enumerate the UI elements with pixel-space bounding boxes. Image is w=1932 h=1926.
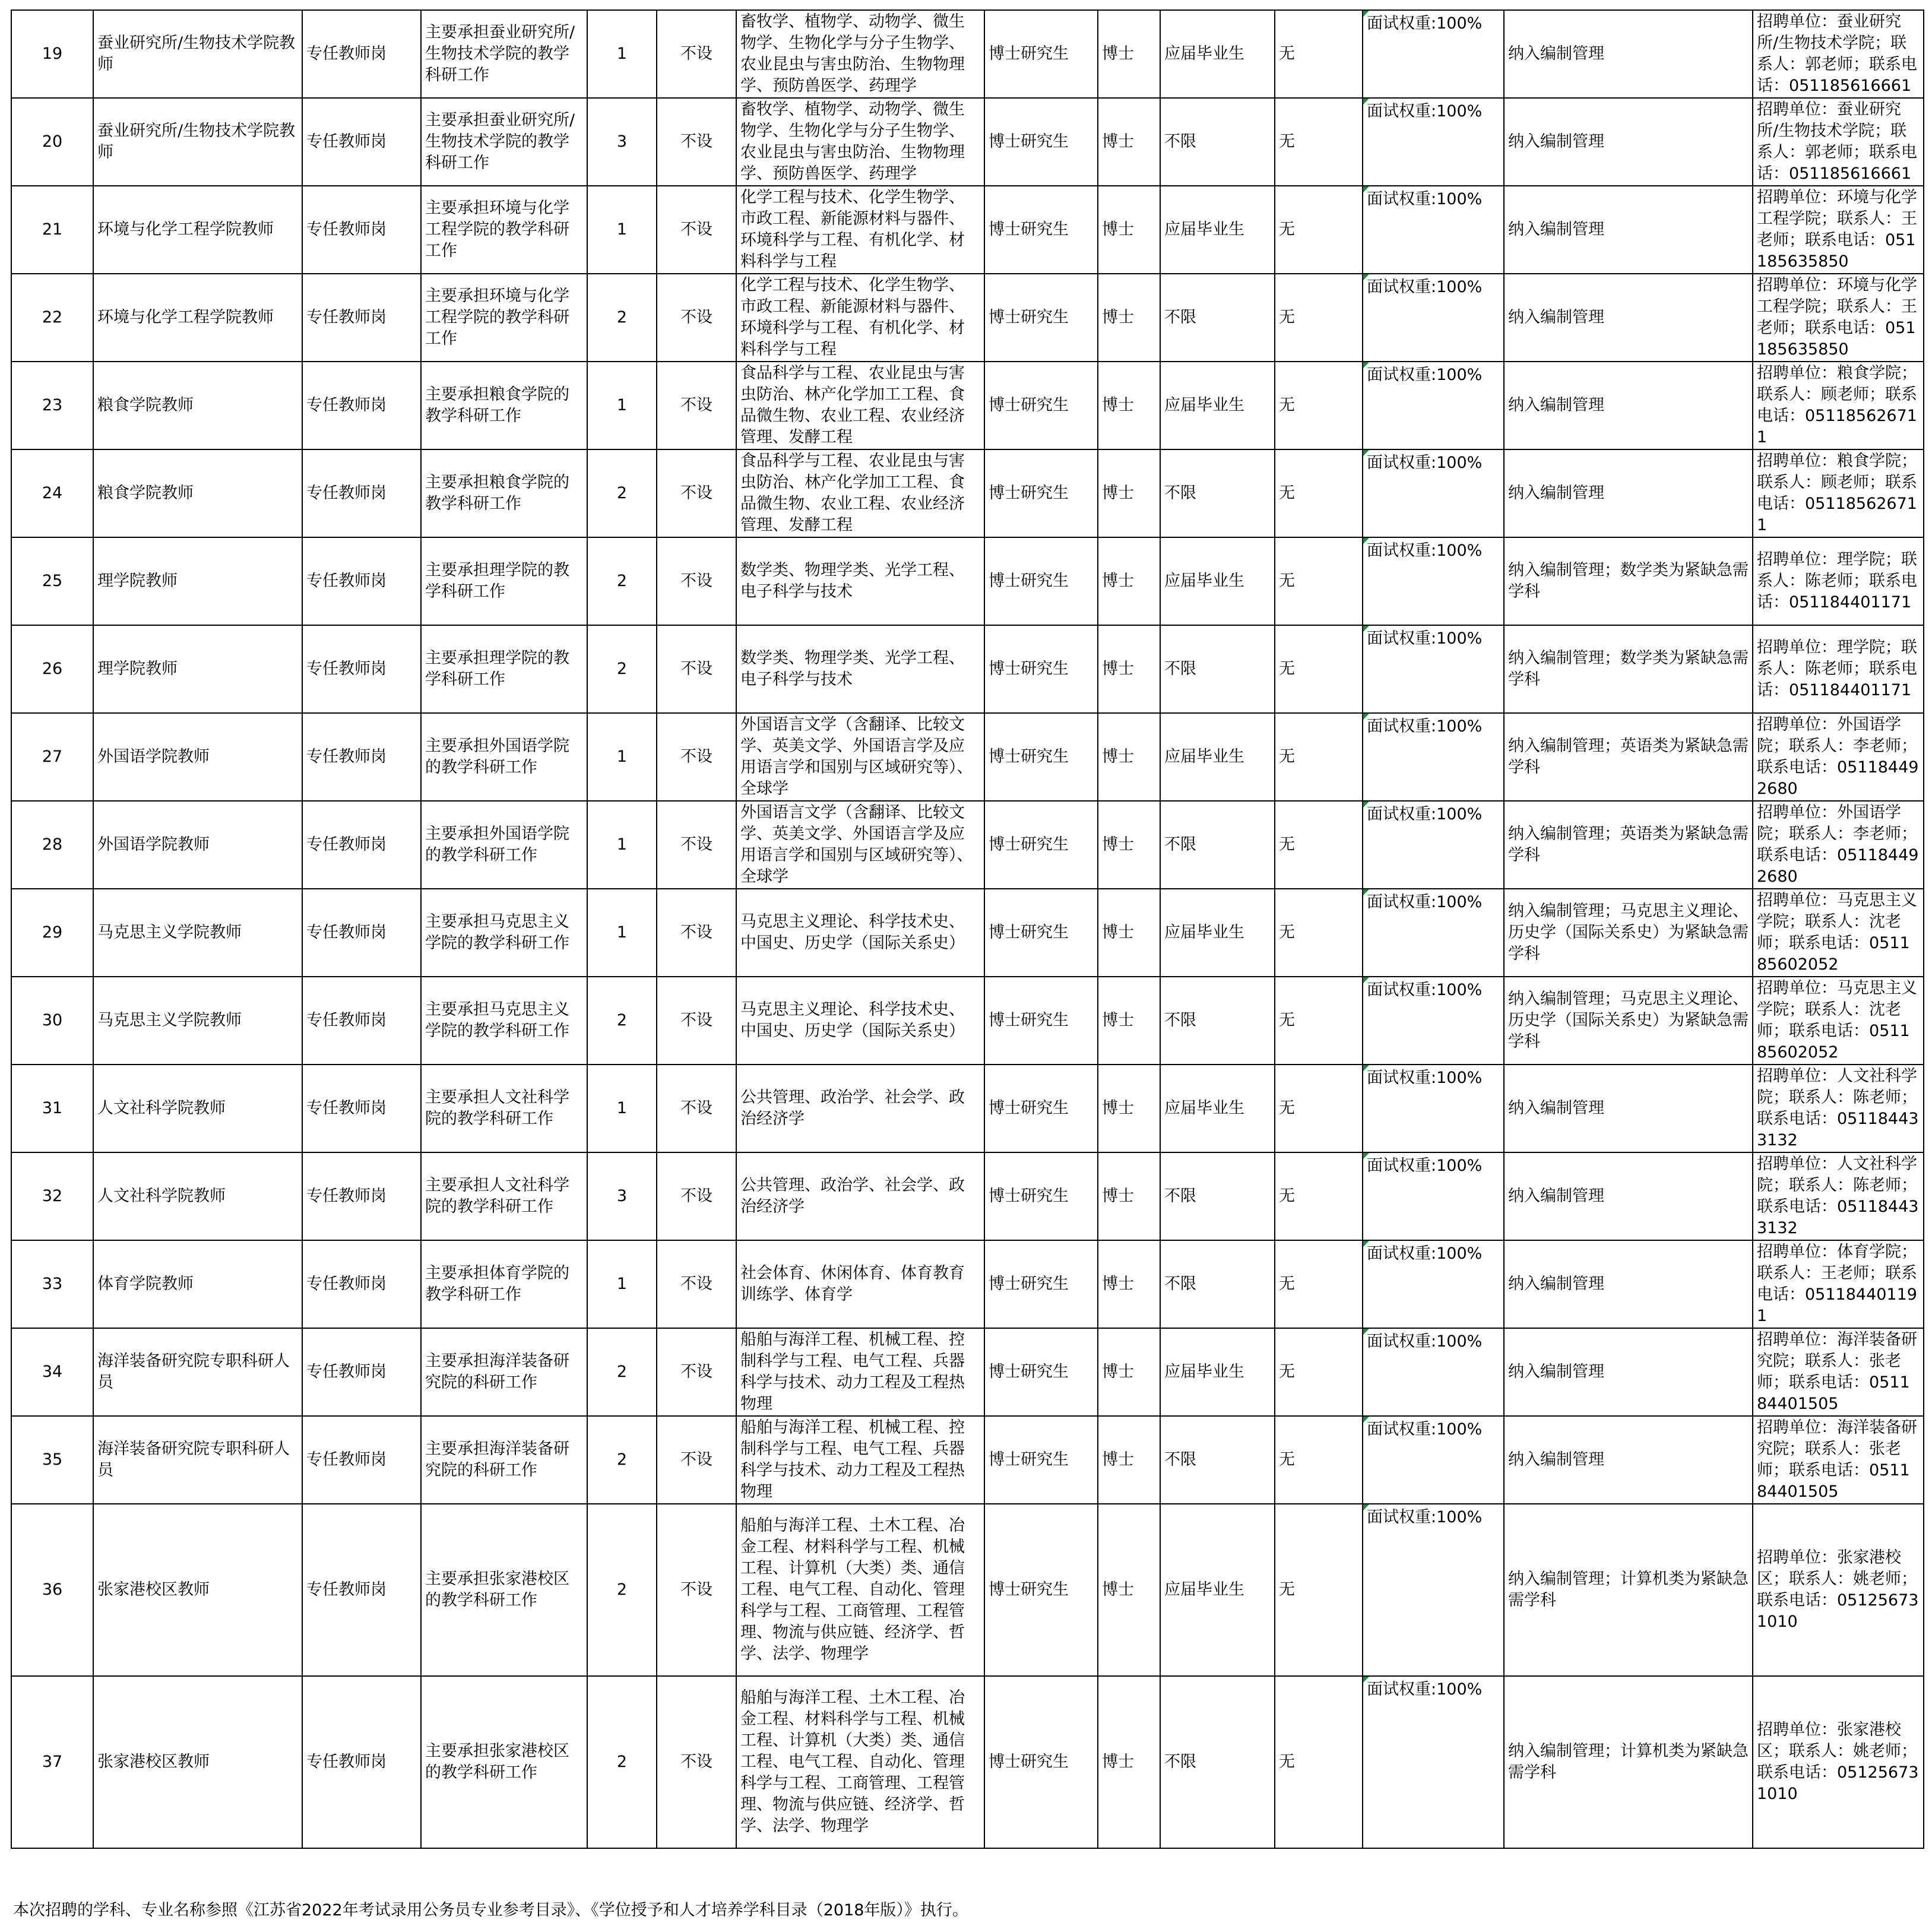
target-candidates-cell: 应届毕业生 — [1160, 1328, 1275, 1416]
education-requirement-cell: 博士研究生 — [984, 449, 1098, 537]
table-row — [11, 1416, 1924, 1504]
other-requirement-cell: 无 — [1275, 1676, 1363, 1848]
job-duty-cell: 主要承担粮食学院的教学科研工作 — [421, 449, 587, 537]
interview-weight-cell: 面试权重:100% — [1363, 977, 1504, 1065]
position-type-cell: 专任教师岗 — [302, 889, 421, 977]
interview-weight-cell: 面试权重:100% — [1363, 1328, 1504, 1416]
position-type-cell: 专任教师岗 — [302, 977, 421, 1065]
target-candidates-cell: 不限 — [1160, 1676, 1275, 1848]
hire-count-cell: 2 — [587, 274, 657, 362]
table-row — [11, 186, 1924, 274]
other-requirement-cell: 无 — [1275, 625, 1363, 713]
education-requirement-cell: 博士研究生 — [984, 801, 1098, 889]
education-requirement-cell: 博士研究生 — [984, 1328, 1098, 1416]
position-type-cell: 专任教师岗 — [302, 1065, 421, 1152]
job-duty-cell: 主要承担海洋装备研究院的科研工作 — [421, 1328, 587, 1416]
other-requirement-cell: 无 — [1275, 1152, 1363, 1240]
age-limit-cell: 不设 — [657, 449, 736, 537]
contact-info-cell: 招聘单位：蚕业研究所/生物技术学院；联系人：郭老师；联系电话：051185616661 — [1753, 10, 1924, 98]
hire-count-cell: 2 — [587, 1416, 657, 1504]
table-row — [11, 274, 1924, 362]
other-requirement-cell: 无 — [1275, 362, 1363, 449]
position-type-cell: 专任教师岗 — [302, 1152, 421, 1240]
position-name-cell: 人文社科学院教师 — [93, 1152, 302, 1240]
position-name-cell: 人文社科学院教师 — [93, 1065, 302, 1152]
degree-requirement-cell: 博士 — [1098, 186, 1160, 274]
major-requirement-cell: 船舶与海洋工程、土木工程、冶金工程、材料科学与工程、机械工程、计算机（大类）类、通信工程、电气工程、自动化、管理科学与工程、工商管理、工程管理、物流与供应链、经济学、哲学、法学、物理学 — [736, 1676, 984, 1848]
hire-count-cell: 2 — [587, 537, 657, 625]
other-requirement-cell: 无 — [1275, 713, 1363, 801]
job-duty-cell: 主要承担马克思主义学院的教学科研工作 — [421, 977, 587, 1065]
row-number-cell: 30 — [11, 977, 93, 1065]
job-duty-cell: 主要承担蚕业研究所/生物技术学院的教学科研工作 — [421, 10, 587, 98]
position-name-cell: 外国语学院教师 — [93, 801, 302, 889]
remark-cell: 纳入编制管理 — [1504, 1328, 1753, 1416]
remark-cell: 纳入编制管理 — [1504, 1065, 1753, 1152]
position-name-cell: 海洋装备研究院专职科研人员 — [93, 1416, 302, 1504]
interview-weight-cell: 面试权重:100% — [1363, 889, 1504, 977]
job-duty-cell: 主要承担张家港校区的教学科研工作 — [421, 1676, 587, 1848]
interview-weight-cell: 面试权重:100% — [1363, 362, 1504, 449]
position-name-cell: 理学院教师 — [93, 625, 302, 713]
hire-count-cell: 3 — [587, 1152, 657, 1240]
remark-cell: 纳入编制管理 — [1504, 1240, 1753, 1328]
interview-weight-cell: 面试权重:100% — [1363, 1416, 1504, 1504]
row-number-cell: 26 — [11, 625, 93, 713]
job-duty-cell: 主要承担环境与化学工程学院的教学科研工作 — [421, 274, 587, 362]
target-candidates-cell: 不限 — [1160, 274, 1275, 362]
hire-count-cell: 1 — [587, 362, 657, 449]
major-requirement-cell: 船舶与海洋工程、土木工程、冶金工程、材料科学与工程、机械工程、计算机（大类）类、通信工程、电气工程、自动化、管理科学与工程、工商管理、工程管理、物流与供应链、经济学、哲学、法学、物理学 — [736, 1504, 984, 1676]
major-requirement-cell: 船舶与海洋工程、机械工程、控制科学与工程、电气工程、兵器科学与技术、动力工程及工程热物理 — [736, 1328, 984, 1416]
education-requirement-cell: 博士研究生 — [984, 186, 1098, 274]
position-name-cell: 粮食学院教师 — [93, 362, 302, 449]
education-requirement-cell: 博士研究生 — [984, 274, 1098, 362]
position-name-cell: 海洋装备研究院专职科研人员 — [93, 1328, 302, 1416]
table-row — [11, 1152, 1924, 1240]
target-candidates-cell: 应届毕业生 — [1160, 537, 1275, 625]
table-row — [11, 1240, 1924, 1328]
remark-cell: 纳入编制管理；数学类为紧缺急需学科 — [1504, 625, 1753, 713]
hire-count-cell: 1 — [587, 713, 657, 801]
row-number-cell: 27 — [11, 713, 93, 801]
age-limit-cell: 不设 — [657, 625, 736, 713]
position-type-cell: 专任教师岗 — [302, 801, 421, 889]
education-requirement-cell: 博士研究生 — [984, 1504, 1098, 1676]
interview-weight-cell: 面试权重:100% — [1363, 274, 1504, 362]
hire-count-cell: 1 — [587, 1240, 657, 1328]
row-number-cell: 28 — [11, 801, 93, 889]
job-duty-cell: 主要承担人文社科学院的教学科研工作 — [421, 1152, 587, 1240]
age-limit-cell: 不设 — [657, 1416, 736, 1504]
education-requirement-cell: 博士研究生 — [984, 625, 1098, 713]
degree-requirement-cell: 博士 — [1098, 1152, 1160, 1240]
table-body — [11, 10, 1924, 1848]
degree-requirement-cell: 博士 — [1098, 625, 1160, 713]
education-requirement-cell: 博士研究生 — [984, 1152, 1098, 1240]
table-row — [11, 1676, 1924, 1848]
major-requirement-cell: 马克思主义理论、科学技术史、中国史、历史学（国际关系史） — [736, 977, 984, 1065]
position-name-cell: 马克思主义学院教师 — [93, 889, 302, 977]
hire-count-cell: 1 — [587, 889, 657, 977]
hire-count-cell: 1 — [587, 1065, 657, 1152]
interview-weight-cell: 面试权重:100% — [1363, 625, 1504, 713]
position-name-cell: 环境与化学工程学院教师 — [93, 186, 302, 274]
interview-weight-cell: 面试权重:100% — [1363, 98, 1504, 186]
education-requirement-cell: 博士研究生 — [984, 362, 1098, 449]
contact-info-cell: 招聘单位：粮食学院；联系人：顾老师；联系电话：051185626711 — [1753, 449, 1924, 537]
position-type-cell: 专任教师岗 — [302, 1328, 421, 1416]
hire-count-cell: 2 — [587, 1504, 657, 1676]
remark-cell: 纳入编制管理；计算机类为紧缺急需学科 — [1504, 1504, 1753, 1676]
degree-requirement-cell: 博士 — [1098, 1676, 1160, 1848]
position-name-cell: 理学院教师 — [93, 537, 302, 625]
table-row — [11, 1504, 1924, 1676]
target-candidates-cell: 不限 — [1160, 801, 1275, 889]
job-duty-cell: 主要承担外国语学院的教学科研工作 — [421, 713, 587, 801]
position-name-cell: 体育学院教师 — [93, 1240, 302, 1328]
row-number-cell: 29 — [11, 889, 93, 977]
contact-info-cell: 招聘单位：外国语学院；联系人：李老师；联系电话：051184492680 — [1753, 801, 1924, 889]
position-type-cell: 专任教师岗 — [302, 625, 421, 713]
age-limit-cell: 不设 — [657, 274, 736, 362]
target-candidates-cell: 不限 — [1160, 625, 1275, 713]
position-name-cell: 张家港校区教师 — [93, 1676, 302, 1848]
degree-requirement-cell: 博士 — [1098, 1240, 1160, 1328]
position-type-cell: 专任教师岗 — [302, 1416, 421, 1504]
target-candidates-cell: 不限 — [1160, 1152, 1275, 1240]
table-row — [11, 625, 1924, 713]
major-requirement-cell: 公共管理、政治学、社会学、政治经济学 — [736, 1065, 984, 1152]
job-duty-cell: 主要承担马克思主义学院的教学科研工作 — [421, 889, 587, 977]
contact-info-cell: 招聘单位：环境与化学工程学院；联系人：王老师；联系电话：051185635850 — [1753, 274, 1924, 362]
degree-requirement-cell: 博士 — [1098, 362, 1160, 449]
interview-weight-cell: 面试权重:100% — [1363, 1504, 1504, 1676]
target-candidates-cell: 应届毕业生 — [1160, 889, 1275, 977]
position-name-cell: 马克思主义学院教师 — [93, 977, 302, 1065]
remark-cell: 纳入编制管理；英语类为紧缺急需学科 — [1504, 801, 1753, 889]
degree-requirement-cell: 博士 — [1098, 977, 1160, 1065]
remark-cell: 纳入编制管理 — [1504, 362, 1753, 449]
row-number-cell: 22 — [11, 274, 93, 362]
education-requirement-cell: 博士研究生 — [984, 713, 1098, 801]
position-type-cell: 专任教师岗 — [302, 186, 421, 274]
target-candidates-cell: 应届毕业生 — [1160, 1065, 1275, 1152]
major-requirement-cell: 数学类、物理学类、光学工程、电子科学与技术 — [736, 537, 984, 625]
row-number-cell: 20 — [11, 98, 93, 186]
age-limit-cell: 不设 — [657, 801, 736, 889]
degree-requirement-cell: 博士 — [1098, 1504, 1160, 1676]
target-candidates-cell: 不限 — [1160, 98, 1275, 186]
contact-info-cell: 招聘单位：海洋装备研究院；联系人：张老师；联系电话：051184401505 — [1753, 1416, 1924, 1504]
interview-weight-cell: 面试权重:100% — [1363, 1240, 1504, 1328]
remark-cell: 纳入编制管理 — [1504, 186, 1753, 274]
table-row — [11, 10, 1924, 98]
hire-count-cell: 2 — [587, 449, 657, 537]
age-limit-cell: 不设 — [657, 186, 736, 274]
major-requirement-cell: 畜牧学、植物学、动物学、微生物学、生物化学与分子生物学、农业昆虫与害虫防治、生物物理学、预防兽医学、药理学 — [736, 98, 984, 186]
interview-weight-cell: 面试权重:100% — [1363, 713, 1504, 801]
major-requirement-cell: 船舶与海洋工程、机械工程、控制科学与工程、电气工程、兵器科学与技术、动力工程及工程热物理 — [736, 1416, 984, 1504]
interview-weight-cell: 面试权重:100% — [1363, 10, 1504, 98]
interview-weight-cell: 面试权重:100% — [1363, 449, 1504, 537]
age-limit-cell: 不设 — [657, 1065, 736, 1152]
age-limit-cell: 不设 — [657, 362, 736, 449]
other-requirement-cell: 无 — [1275, 1065, 1363, 1152]
other-requirement-cell: 无 — [1275, 1504, 1363, 1676]
contact-info-cell: 招聘单位：粮食学院；联系人：顾老师；联系电话：051185626711 — [1753, 362, 1924, 449]
degree-requirement-cell: 博士 — [1098, 801, 1160, 889]
target-candidates-cell: 应届毕业生 — [1160, 713, 1275, 801]
interview-weight-cell: 面试权重:100% — [1363, 1152, 1504, 1240]
education-requirement-cell: 博士研究生 — [984, 10, 1098, 98]
remark-cell: 纳入编制管理 — [1504, 449, 1753, 537]
position-type-cell: 专任教师岗 — [302, 713, 421, 801]
row-number-cell: 25 — [11, 537, 93, 625]
remark-cell: 纳入编制管理；马克思主义理论、历史学（国际关系史）为紧缺急需学科 — [1504, 977, 1753, 1065]
degree-requirement-cell: 博士 — [1098, 537, 1160, 625]
contact-info-cell: 招聘单位：体育学院；联系人：王老师；联系电话：051184401191 — [1753, 1240, 1924, 1328]
contact-info-cell: 招聘单位：理学院；联系人：陈老师；联系电话：051184401171 — [1753, 537, 1924, 625]
contact-info-cell: 招聘单位：蚕业研究所/生物技术学院；联系人：郭老师；联系电话：051185616661 — [1753, 98, 1924, 186]
contact-info-cell: 招聘单位：马克思主义学院；联系人：沈老师；联系电话：051185602052 — [1753, 889, 1924, 977]
education-requirement-cell: 博士研究生 — [984, 889, 1098, 977]
target-candidates-cell: 不限 — [1160, 977, 1275, 1065]
degree-requirement-cell: 博士 — [1098, 1416, 1160, 1504]
contact-info-cell: 招聘单位：张家港校区；联系人：姚老师；联系电话：051256731010 — [1753, 1676, 1924, 1848]
contact-info-cell: 招聘单位：外国语学院；联系人：李老师；联系电话：051184492680 — [1753, 713, 1924, 801]
major-requirement-cell: 外国语言文学（含翻译、比较文学、英美文学、外国语言学及应用语言学和国别与区域研究等）、全球学 — [736, 801, 984, 889]
other-requirement-cell: 无 — [1275, 537, 1363, 625]
target-candidates-cell: 应届毕业生 — [1160, 362, 1275, 449]
target-candidates-cell: 不限 — [1160, 1416, 1275, 1504]
interview-weight-cell: 面试权重:100% — [1363, 537, 1504, 625]
hire-count-cell: 2 — [587, 977, 657, 1065]
age-limit-cell: 不设 — [657, 1240, 736, 1328]
age-limit-cell: 不设 — [657, 1152, 736, 1240]
row-number-cell: 24 — [11, 449, 93, 537]
degree-requirement-cell: 博士 — [1098, 449, 1160, 537]
job-duty-cell: 主要承担理学院的教学科研工作 — [421, 537, 587, 625]
degree-requirement-cell: 博士 — [1098, 1328, 1160, 1416]
degree-requirement-cell: 博士 — [1098, 1065, 1160, 1152]
table-row — [11, 537, 1924, 625]
hire-count-cell: 1 — [587, 10, 657, 98]
row-number-cell: 23 — [11, 362, 93, 449]
position-type-cell: 专任教师岗 — [302, 537, 421, 625]
row-number-cell: 34 — [11, 1328, 93, 1416]
other-requirement-cell: 无 — [1275, 801, 1363, 889]
row-number-cell: 33 — [11, 1240, 93, 1328]
degree-requirement-cell: 博士 — [1098, 274, 1160, 362]
position-type-cell: 专任教师岗 — [302, 98, 421, 186]
position-name-cell: 蚕业研究所/生物技术学院教师 — [93, 98, 302, 186]
hire-count-cell: 2 — [587, 625, 657, 713]
education-requirement-cell: 博士研究生 — [984, 977, 1098, 1065]
major-requirement-cell: 外国语言文学（含翻译、比较文学、英美文学、外国语言学及应用语言学和国别与区域研究等）、全球学 — [736, 713, 984, 801]
education-requirement-cell: 博士研究生 — [984, 537, 1098, 625]
education-requirement-cell: 博士研究生 — [984, 1416, 1098, 1504]
remark-cell: 纳入编制管理；英语类为紧缺急需学科 — [1504, 713, 1753, 801]
row-number-cell: 36 — [11, 1504, 93, 1676]
other-requirement-cell: 无 — [1275, 1416, 1363, 1504]
remark-cell: 纳入编制管理 — [1504, 1152, 1753, 1240]
degree-requirement-cell: 博士 — [1098, 713, 1160, 801]
contact-info-cell: 招聘单位：马克思主义学院；联系人：沈老师；联系电话：051185602052 — [1753, 977, 1924, 1065]
target-candidates-cell: 应届毕业生 — [1160, 186, 1275, 274]
row-number-cell: 37 — [11, 1676, 93, 1848]
age-limit-cell: 不设 — [657, 1676, 736, 1848]
major-requirement-cell: 化学工程与技术、化学生物学、市政工程、新能源材料与器件、环境科学与工程、有机化学、材料科学与工程 — [736, 186, 984, 274]
remark-cell: 纳入编制管理；马克思主义理论、历史学（国际关系史）为紧缺急需学科 — [1504, 889, 1753, 977]
hire-count-cell: 2 — [587, 1676, 657, 1848]
job-duty-cell: 主要承担人文社科学院的教学科研工作 — [421, 1065, 587, 1152]
footnote: 本次招聘的学科、专业名称参照《江苏省2022年考试录用公务员专业参考目录》、《学位授予和人才培养学科目录（2018年版）》执行。 — [13, 1901, 968, 1919]
table-row — [11, 449, 1924, 537]
remark-cell: 纳入编制管理 — [1504, 10, 1753, 98]
interview-weight-cell: 面试权重:100% — [1363, 186, 1504, 274]
interview-weight-cell: 面试权重:100% — [1363, 801, 1504, 889]
job-duty-cell: 主要承担外国语学院的教学科研工作 — [421, 801, 587, 889]
other-requirement-cell: 无 — [1275, 977, 1363, 1065]
contact-info-cell: 招聘单位：理学院；联系人：陈老师；联系电话：051184401171 — [1753, 625, 1924, 713]
age-limit-cell: 不设 — [657, 1504, 736, 1676]
age-limit-cell: 不设 — [657, 977, 736, 1065]
major-requirement-cell: 食品科学与工程、农业昆虫与害虫防治、林产化学加工工程、食品微生物、农业工程、农业经济管理、发酵工程 — [736, 362, 984, 449]
other-requirement-cell: 无 — [1275, 889, 1363, 977]
education-requirement-cell: 博士研究生 — [984, 1676, 1098, 1848]
position-name-cell: 环境与化学工程学院教师 — [93, 274, 302, 362]
job-duty-cell: 主要承担环境与化学工程学院的教学科研工作 — [421, 186, 587, 274]
other-requirement-cell: 无 — [1275, 274, 1363, 362]
contact-info-cell: 招聘单位：环境与化学工程学院；联系人：王老师；联系电话：051185635850 — [1753, 186, 1924, 274]
other-requirement-cell: 无 — [1275, 186, 1363, 274]
education-requirement-cell: 博士研究生 — [984, 1065, 1098, 1152]
age-limit-cell: 不设 — [657, 1328, 736, 1416]
table-row — [11, 362, 1924, 449]
interview-weight-cell: 面试权重:100% — [1363, 1065, 1504, 1152]
position-name-cell: 张家港校区教师 — [93, 1504, 302, 1676]
target-candidates-cell: 不限 — [1160, 1240, 1275, 1328]
table-row — [11, 889, 1924, 977]
age-limit-cell: 不设 — [657, 537, 736, 625]
table-row — [11, 1328, 1924, 1416]
remark-cell: 纳入编制管理 — [1504, 1416, 1753, 1504]
contact-info-cell: 招聘单位：人文社科学院；联系人：陈老师；联系电话：051184433132 — [1753, 1065, 1924, 1152]
hire-count-cell: 1 — [587, 186, 657, 274]
degree-requirement-cell: 博士 — [1098, 889, 1160, 977]
major-requirement-cell: 社会体育、休闲体育、体育教育训练学、体育学 — [736, 1240, 984, 1328]
job-duty-cell: 主要承担粮食学院的教学科研工作 — [421, 362, 587, 449]
target-candidates-cell: 不限 — [1160, 449, 1275, 537]
position-name-cell: 蚕业研究所/生物技术学院教师 — [93, 10, 302, 98]
other-requirement-cell: 无 — [1275, 449, 1363, 537]
position-name-cell: 粮食学院教师 — [93, 449, 302, 537]
row-number-cell: 21 — [11, 186, 93, 274]
age-limit-cell: 不设 — [657, 889, 736, 977]
interview-weight-cell: 面试权重:100% — [1363, 1676, 1504, 1848]
major-requirement-cell: 畜牧学、植物学、动物学、微生物学、生物化学与分子生物学、农业昆虫与害虫防治、生物物理学、预防兽医学、药理学 — [736, 10, 984, 98]
major-requirement-cell: 数学类、物理学类、光学工程、电子科学与技术 — [736, 625, 984, 713]
major-requirement-cell: 化学工程与技术、化学生物学、市政工程、新能源材料与器件、环境科学与工程、有机化学、材料科学与工程 — [736, 274, 984, 362]
position-type-cell: 专任教师岗 — [302, 1676, 421, 1848]
other-requirement-cell: 无 — [1275, 10, 1363, 98]
position-type-cell: 专任教师岗 — [302, 274, 421, 362]
job-duty-cell: 主要承担体育学院的教学科研工作 — [421, 1240, 587, 1328]
contact-info-cell: 招聘单位：人文社科学院；联系人：陈老师；联系电话：051184433132 — [1753, 1152, 1924, 1240]
table-row — [11, 1065, 1924, 1152]
row-number-cell: 31 — [11, 1065, 93, 1152]
remark-cell: 纳入编制管理 — [1504, 274, 1753, 362]
contact-info-cell: 招聘单位：海洋装备研究院；联系人：张老师；联系电话：051184401505 — [1753, 1328, 1924, 1416]
major-requirement-cell: 食品科学与工程、农业昆虫与害虫防治、林产化学加工工程、食品微生物、农业工程、农业经济管理、发酵工程 — [736, 449, 984, 537]
major-requirement-cell: 公共管理、政治学、社会学、政治经济学 — [736, 1152, 984, 1240]
table-row — [11, 977, 1924, 1065]
row-number-cell: 19 — [11, 10, 93, 98]
job-duty-cell: 主要承担理学院的教学科研工作 — [421, 625, 587, 713]
other-requirement-cell: 无 — [1275, 1240, 1363, 1328]
hire-count-cell: 3 — [587, 98, 657, 186]
major-requirement-cell: 马克思主义理论、科学技术史、中国史、历史学（国际关系史） — [736, 889, 984, 977]
position-name-cell: 外国语学院教师 — [93, 713, 302, 801]
job-duty-cell: 主要承担张家港校区的教学科研工作 — [421, 1504, 587, 1676]
age-limit-cell: 不设 — [657, 713, 736, 801]
row-number-cell: 35 — [11, 1416, 93, 1504]
table-row — [11, 98, 1924, 186]
job-duty-cell: 主要承担海洋装备研究院的科研工作 — [421, 1416, 587, 1504]
other-requirement-cell: 无 — [1275, 98, 1363, 186]
position-type-cell: 专任教师岗 — [302, 1240, 421, 1328]
hire-count-cell: 1 — [587, 801, 657, 889]
table-row — [11, 801, 1924, 889]
remark-cell: 纳入编制管理 — [1504, 98, 1753, 186]
education-requirement-cell: 博士研究生 — [984, 1240, 1098, 1328]
age-limit-cell: 不设 — [657, 98, 736, 186]
target-candidates-cell: 应届毕业生 — [1160, 10, 1275, 98]
degree-requirement-cell: 博士 — [1098, 98, 1160, 186]
position-type-cell: 专任教师岗 — [302, 449, 421, 537]
remark-cell: 纳入编制管理；数学类为紧缺急需学科 — [1504, 537, 1753, 625]
recruitment-table — [11, 9, 1924, 1849]
position-type-cell: 专任教师岗 — [302, 10, 421, 98]
other-requirement-cell: 无 — [1275, 1328, 1363, 1416]
position-type-cell: 专任教师岗 — [302, 1504, 421, 1676]
education-requirement-cell: 博士研究生 — [984, 98, 1098, 186]
position-type-cell: 专任教师岗 — [302, 362, 421, 449]
hire-count-cell: 2 — [587, 1328, 657, 1416]
job-duty-cell: 主要承担蚕业研究所/生物技术学院的教学科研工作 — [421, 98, 587, 186]
age-limit-cell: 不设 — [657, 10, 736, 98]
row-number-cell: 32 — [11, 1152, 93, 1240]
table-row — [11, 713, 1924, 801]
degree-requirement-cell: 博士 — [1098, 10, 1160, 98]
target-candidates-cell: 应届毕业生 — [1160, 1504, 1275, 1676]
remark-cell: 纳入编制管理；计算机类为紧缺急需学科 — [1504, 1676, 1753, 1848]
contact-info-cell: 招聘单位：张家港校区；联系人：姚老师；联系电话：051256731010 — [1753, 1504, 1924, 1676]
